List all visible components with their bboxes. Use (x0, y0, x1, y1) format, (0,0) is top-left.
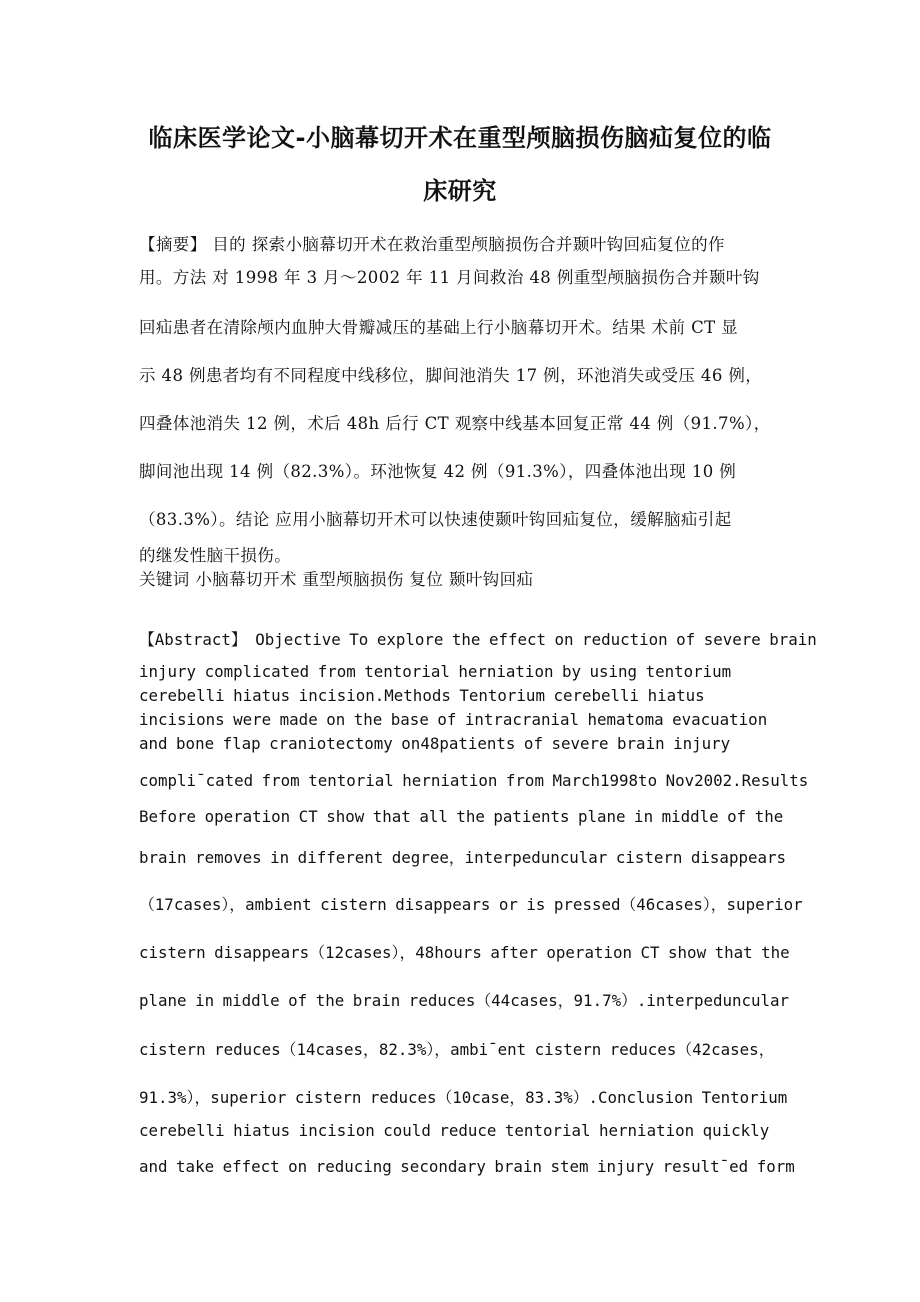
abstract-cn-line: （83.3%）。结论 应用小脑幕切开术可以快速使颞叶钩回疝复位，缓解脑疝引起 (139, 510, 732, 529)
abstract-en-line: and bone flap craniotectomy on48patients of severe brain injury (139, 734, 731, 753)
abstract-en-line: cistern reduces（14cases，82.3%），ambi¯ent cistern reduces（42cases， (139, 1040, 775, 1059)
abstract-cn-line: 回疝患者在清除颅内血肿大骨瓣减压的基础上行小脑幕切开术。结果 术前 CT 显 (139, 318, 739, 337)
abstract-cn-line: 的继发性脑干损伤。 (139, 546, 292, 565)
abstract-cn-line: 示 48 例患者均有不同程度中线移位，脚间池消失 17 例，环池消失或受压 46 例， (139, 366, 763, 385)
abstract-en-line: 91.3%），superior cistern reduces（10case，83.3%）.Conclusion Tentorium (139, 1088, 788, 1107)
abstract-en-line: Before operation CT show that all the patients plane in middle of the (139, 807, 784, 826)
abstract-en-line: compli¯cated from tentorial herniation from March1998to Nov2002.Results (139, 771, 809, 790)
abstract-en-line: injury complicated from tentorial herniation by using tentorium (139, 662, 732, 681)
abstract-en-line: cerebelli hiatus incision could reduce tentorial herniation quickly (139, 1121, 770, 1140)
abstract-en-line: （17cases），ambient cistern disappears or is pressed（46cases），superior (139, 895, 803, 914)
title-line-2: 床研究 (423, 177, 497, 205)
abstract-cn-line: 四叠体池消失 12 例，术后 48h 后行 CT 观察中线基本回复正常 44 例（91.7%）， (139, 414, 771, 433)
abstract-en-line: and take effect on reducing secondary brain stem injury result¯ed form (139, 1157, 795, 1176)
abstract-en-line: cerebelli hiatus incision.Methods Tentorium cerebelli hiatus (139, 686, 705, 705)
abstract-cn-line: 脚间池出现 14 例（82.3%）。环池恢复 42 例（91.3%），四叠体池出现 10 例 (139, 462, 737, 481)
abstract-en-line: 【Abstract】 Objective To explore the effect on reduction of severe brain (139, 630, 817, 649)
abstract-en-line: brain removes in different degree，interpeduncular cistern disappears (139, 848, 787, 867)
abstract-cn-line: 用。方法 对 1998 年 3 月～2002 年 11 月间救治 48 例重型颅脑损伤合并颞叶钩 (139, 268, 760, 287)
abstract-en-line: incisions were made on the base of intracranial hematoma evacuation (139, 710, 768, 729)
abstract-en-line: cistern disappears（12cases），48hours after operation CT show that the (139, 943, 790, 962)
keywords: 关键词 小脑幕切开术 重型颅脑损伤 复位 颞叶钩回疝 (139, 570, 534, 589)
title-line-1: 临床医学论文-小脑幕切开术在重型颅脑损伤脑疝复位的临 (148, 124, 772, 152)
abstract-cn-line: 【摘要】 目的 探索小脑幕切开术在救治重型颅脑损伤合并颞叶钩回疝复位的作 (139, 235, 725, 254)
abstract-en-line: plane in middle of the brain reduces（44cases，91.7%）.interpeduncular (139, 991, 790, 1010)
